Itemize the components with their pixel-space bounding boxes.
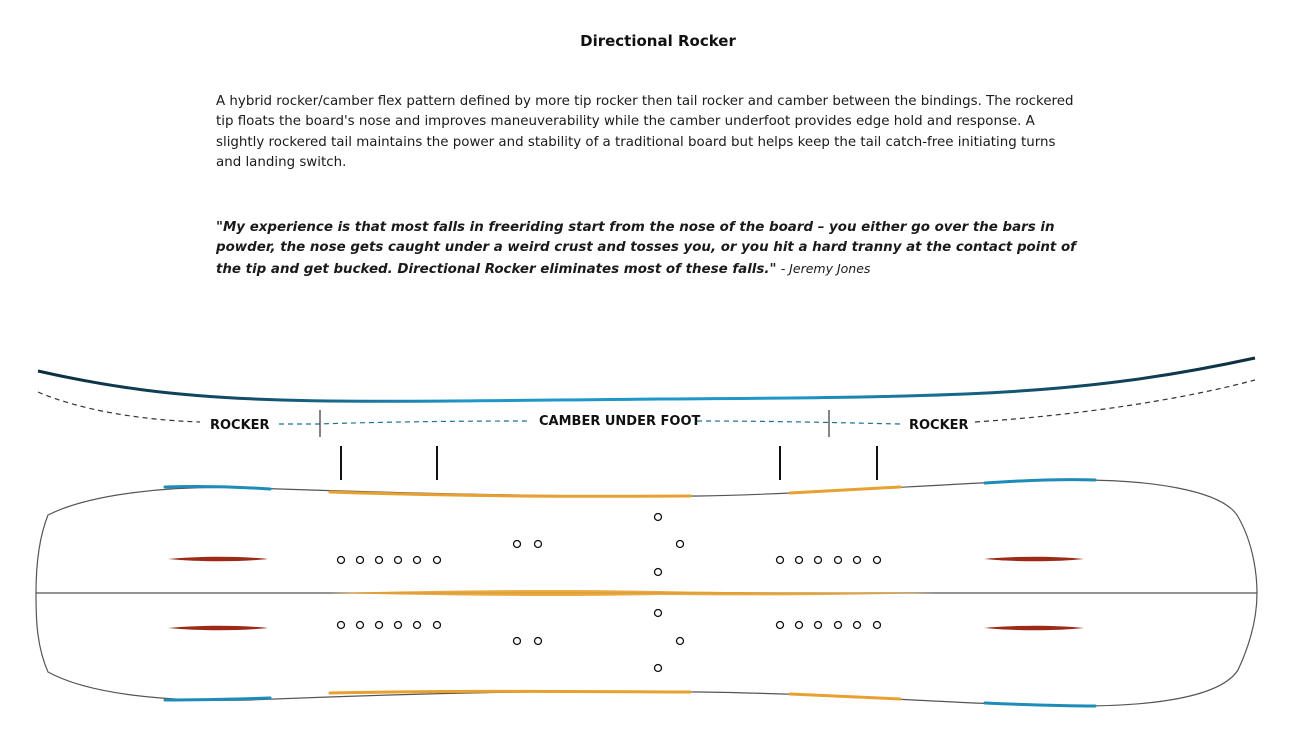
description-paragraph: A hybrid rocker/camber flex pattern defined by more tip rocker then tail rocker and camber between the bindings. The rockered tip floats the board's nose and improves maneuverability while the camber underfoot provides edge hold and response. A slightly rockered tail maintains the power and stability of a traditional board but helps keep the tail catch-free initiating turns and landing switch. (216, 94, 1074, 170)
quote-author: - Jeremy Jones (780, 260, 871, 276)
label-rocker-left: ROCKER (210, 418, 270, 433)
board-profile-curve (38, 358, 1255, 401)
quote-text: "My experience is that most falls in freeriding start from the nose of the board – you either go over the bars in powder, the nose gets caught under a weird crust and tosses you, or you hit a hard tranny at the contact point of the tip and get bucked. Directional Rocker eliminates most of these falls." (216, 220, 1076, 277)
label-camber-under-foot: CAMBER UNDER FOOT (539, 414, 701, 429)
binding-markers (341, 446, 877, 480)
page-title: Directional Rocker (580, 32, 736, 50)
label-rocker-right: ROCKER (909, 418, 969, 433)
